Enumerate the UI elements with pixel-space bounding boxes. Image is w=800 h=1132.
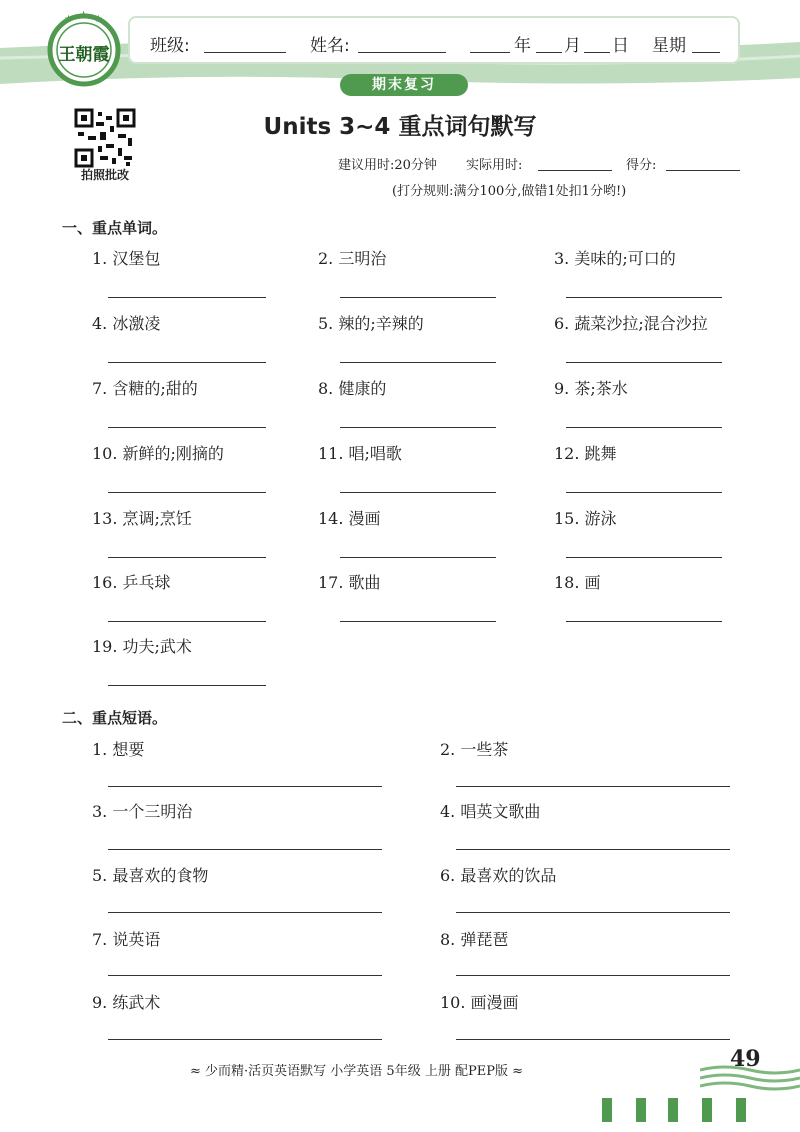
section1-heading: 一、重点单词。 [62, 219, 168, 237]
year-field[interactable] [470, 52, 510, 53]
day-field[interactable] [584, 52, 610, 53]
answer-blank-3[interactable] [566, 297, 722, 298]
answer-blank-19[interactable] [108, 685, 266, 686]
phrase-item-4: 4. 唱英文歌曲 [440, 802, 541, 821]
phrase-item-10: 10. 画漫画 [440, 993, 519, 1012]
word-item-6: 6. 蔬菜沙拉;混合沙拉 [554, 314, 708, 333]
answer-blank-17[interactable] [340, 621, 496, 622]
month-label: 月 [564, 36, 581, 56]
page-number: 49 [730, 1046, 761, 1072]
actual-time-label: 实际用时: [466, 158, 523, 173]
phrase-item-6: 6. 最喜欢的饮品 [440, 866, 557, 885]
phrase-blank-3[interactable] [108, 849, 382, 850]
answer-blank-11[interactable] [340, 492, 496, 493]
suggested-time: 建议用时:20分钟 [338, 158, 437, 173]
answer-blank-4[interactable] [108, 362, 266, 363]
word-item-12: 12. 跳舞 [554, 444, 617, 463]
word-item-17: 17. 歌曲 [318, 573, 381, 592]
answer-blank-15[interactable] [566, 557, 722, 558]
word-item-3: 3. 美味的;可口的 [554, 249, 676, 268]
phrase-blank-4[interactable] [456, 849, 730, 850]
svg-text:★: ★ [79, 10, 88, 21]
scoring-rule: (打分规则:满分100分,做错1处扣1分哟!) [392, 184, 627, 199]
qr-code-icon[interactable] [74, 108, 136, 168]
logo-text: 王朝霞 [58, 45, 110, 65]
phrase-blank-9[interactable] [108, 1039, 382, 1040]
class-label: 班级: [150, 36, 190, 56]
weekday-field[interactable] [692, 52, 720, 53]
answer-blank-18[interactable] [566, 621, 722, 622]
series-footer: ≈ 少而精·活页英语默写 小学英语 5年级 上册 配PEP版 ≈ [190, 1064, 523, 1079]
word-item-7: 7. 含糖的;甜的 [92, 379, 198, 398]
phrase-item-5: 5. 最喜欢的食物 [92, 866, 209, 885]
phrase-blank-1[interactable] [108, 786, 382, 787]
word-item-11: 11. 唱;唱歌 [318, 444, 402, 463]
answer-blank-9[interactable] [566, 427, 722, 428]
svg-text:★: ★ [94, 14, 103, 25]
word-item-13: 13. 烹调;烹饪 [92, 509, 192, 528]
section2-heading: 二、重点短语。 [62, 709, 168, 727]
word-item-15: 15. 游泳 [554, 509, 617, 528]
answer-blank-8[interactable] [340, 427, 496, 428]
class-field[interactable] [204, 52, 286, 53]
word-item-1: 1. 汉堡包 [92, 249, 161, 268]
phrase-item-8: 8. 弹琵琶 [440, 930, 509, 949]
answer-blank-7[interactable] [108, 427, 266, 428]
answer-blank-10[interactable] [108, 492, 266, 493]
name-label: 姓名: [310, 36, 350, 56]
answer-blank-14[interactable] [340, 557, 496, 558]
answer-blank-5[interactable] [340, 362, 496, 363]
svg-text:★: ★ [64, 14, 73, 25]
phrase-item-7: 7. 说英语 [92, 930, 161, 949]
word-item-4: 4. 冰激凌 [92, 314, 161, 333]
answer-blank-12[interactable] [566, 492, 722, 493]
phrase-blank-5[interactable] [108, 912, 382, 913]
phrase-item-2: 2. 一些茶 [440, 740, 509, 759]
answer-blank-6[interactable] [566, 362, 722, 363]
word-item-5: 5. 辣的;辛辣的 [318, 314, 424, 333]
phrase-blank-10[interactable] [456, 1039, 730, 1040]
phrase-blank-8[interactable] [456, 975, 730, 976]
score-field[interactable] [666, 170, 740, 171]
answer-blank-16[interactable] [108, 621, 266, 622]
day-label: 日 [612, 36, 629, 56]
phrase-item-3: 3. 一个三明治 [92, 802, 193, 821]
word-item-2: 2. 三明治 [318, 249, 387, 268]
name-field[interactable] [358, 52, 446, 53]
word-item-10: 10. 新鲜的;刚摘的 [92, 444, 224, 463]
word-item-9: 9. 茶;茶水 [554, 379, 628, 398]
word-item-18: 18. 画 [554, 573, 601, 592]
page-title: Units 3~4 重点词句默写 [263, 114, 537, 140]
word-item-14: 14. 漫画 [318, 509, 381, 528]
final-review-tag: 期末复习 [340, 74, 468, 96]
publisher-logo [40, 8, 128, 88]
weekday-label: 星期 [652, 36, 686, 56]
answer-blank-1[interactable] [108, 297, 266, 298]
answer-blank-13[interactable] [108, 557, 266, 558]
month-field[interactable] [536, 52, 562, 53]
phrase-blank-6[interactable] [456, 912, 730, 913]
answer-blank-2[interactable] [340, 297, 496, 298]
phrase-blank-2[interactable] [456, 786, 730, 787]
footer-bars-decoration [600, 1096, 800, 1126]
actual-time-field[interactable] [538, 170, 612, 171]
word-item-8: 8. 健康的 [318, 379, 387, 398]
year-label: 年 [514, 36, 531, 56]
phrase-item-1: 1. 想要 [92, 740, 145, 759]
qr-label: 拍照批改 [80, 168, 129, 182]
word-item-16: 16. 乒乓球 [92, 573, 171, 592]
phrase-blank-7[interactable] [108, 975, 382, 976]
word-item-19: 19. 功夫;武术 [92, 637, 192, 656]
phrase-item-9: 9. 练武术 [92, 993, 161, 1012]
student-info-panel [128, 16, 740, 64]
score-label: 得分: [626, 158, 657, 173]
